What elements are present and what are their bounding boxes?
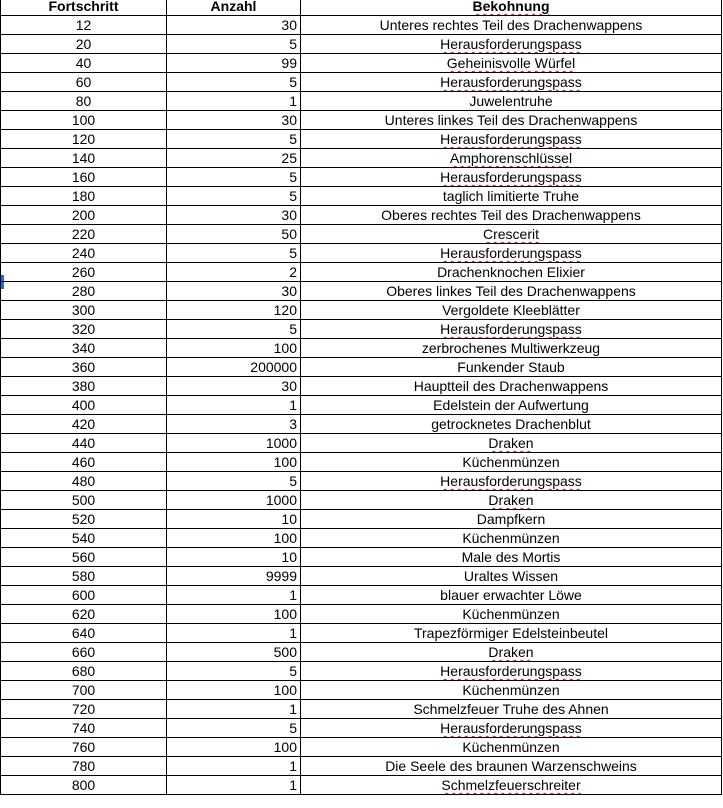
cell-amount[interactable]: 25 <box>167 149 301 168</box>
cell-amount[interactable]: 30 <box>167 111 301 130</box>
cell-amount[interactable]: 5 <box>167 320 301 339</box>
cell-reward[interactable] <box>301 111 722 130</box>
cell-amount[interactable]: 100 <box>167 605 301 624</box>
cell-reward[interactable] <box>301 434 722 453</box>
cell-progress[interactable]: 40 <box>1 54 167 73</box>
cell-progress[interactable]: 220 <box>1 225 167 244</box>
cell-amount[interactable]: 100 <box>167 339 301 358</box>
cell-amount[interactable]: 30 <box>167 377 301 396</box>
cell-reward[interactable] <box>301 757 722 776</box>
cell-progress[interactable]: 460 <box>1 453 167 472</box>
cell-amount[interactable]: 2 <box>167 263 301 282</box>
cell-progress[interactable]: 320 <box>1 320 167 339</box>
table-row <box>1 111 722 130</box>
cell-reward-text: Dampfkern <box>476 511 546 527</box>
cell-reward[interactable] <box>301 225 722 244</box>
cell-progress[interactable]: 20 <box>1 35 167 54</box>
cell-progress[interactable]: 800 <box>1 776 167 795</box>
cell-reward-text: Küchenmünzen <box>462 530 560 546</box>
table-row <box>1 130 722 149</box>
cell-reward[interactable] <box>301 548 722 567</box>
cell-amount[interactable]: 1 <box>167 700 301 719</box>
cell-reward-text: Uraltes Wissen <box>463 568 559 584</box>
cell-amount[interactable]: 10 <box>167 510 301 529</box>
cell-reward-text: Funkender Staub <box>457 359 565 375</box>
cell-reward[interactable] <box>301 320 722 339</box>
cell-progress[interactable]: 440 <box>1 434 167 453</box>
cell-amount[interactable]: 99 <box>167 54 301 73</box>
cell-progress[interactable]: 740 <box>1 719 167 738</box>
cell-amount[interactable]: 5 <box>167 472 301 491</box>
table-row <box>1 719 722 738</box>
cell-reward-text: Herausforderungspass <box>440 74 582 90</box>
cell-reward[interactable] <box>301 624 722 643</box>
table-row <box>1 301 722 320</box>
table-row <box>1 187 722 206</box>
cell-progress[interactable]: 700 <box>1 681 167 700</box>
cell-amount[interactable]: 100 <box>167 738 301 757</box>
cell-reward-text: Herausforderungspass <box>440 245 582 261</box>
table-row <box>1 358 722 377</box>
cell-amount[interactable]: 30 <box>167 206 301 225</box>
cell-amount[interactable]: 5 <box>167 719 301 738</box>
cell-amount[interactable]: 1 <box>167 396 301 415</box>
cell-reward[interactable] <box>301 510 722 529</box>
cell-reward[interactable] <box>301 415 722 434</box>
cell-amount[interactable]: 5 <box>167 168 301 187</box>
cell-reward[interactable] <box>301 358 722 377</box>
cell-reward[interactable] <box>301 719 722 738</box>
cell-reward-text: Herausforderungspass <box>440 36 582 52</box>
cell-reward-text: Herausforderungspass <box>440 131 582 147</box>
table-row <box>1 643 722 662</box>
cell-reward[interactable] <box>301 301 722 320</box>
cell-reward-text: Herausforderungspass <box>440 663 582 679</box>
table-row <box>1 320 722 339</box>
cell-reward-text: Draken <box>488 644 534 660</box>
cell-reward-text: taglich limitierte Truhe <box>442 188 580 204</box>
cell-reward-text: Küchenmünzen <box>462 454 560 470</box>
cell-progress[interactable]: 280 <box>1 282 167 301</box>
cell-reward[interactable] <box>301 263 722 282</box>
table-row <box>1 453 722 472</box>
cell-progress[interactable]: 600 <box>1 586 167 605</box>
cell-amount[interactable]: 1 <box>167 776 301 795</box>
table-row <box>1 472 722 491</box>
cell-progress[interactable]: 520 <box>1 510 167 529</box>
cell-progress[interactable]: 620 <box>1 605 167 624</box>
cell-amount[interactable]: 5 <box>167 662 301 681</box>
cell-progress[interactable]: 140 <box>1 149 167 168</box>
cell-progress[interactable]: 340 <box>1 339 167 358</box>
table-row <box>1 757 722 776</box>
cell-reward-text: Male des Mortis <box>461 549 561 565</box>
cell-amount[interactable]: 200000 <box>167 358 301 377</box>
cell-reward[interactable] <box>301 605 722 624</box>
table-row <box>1 35 722 54</box>
cell-reward-text: Küchenmünzen <box>462 682 560 698</box>
cell-reward-text: Schmelzfeuerschreiter <box>441 777 581 793</box>
cell-reward[interactable] <box>301 16 722 35</box>
cell-reward[interactable] <box>301 396 722 415</box>
cell-reward[interactable] <box>301 472 722 491</box>
table-row <box>1 206 722 225</box>
cell-amount[interactable]: 100 <box>167 529 301 548</box>
cell-amount[interactable]: 30 <box>167 16 301 35</box>
header-progress[interactable]: Fortschritt <box>1 0 167 16</box>
cell-progress[interactable]: 480 <box>1 472 167 491</box>
table-row <box>1 415 722 434</box>
cell-progress[interactable]: 12 <box>1 16 167 35</box>
cell-amount[interactable]: 30 <box>167 282 301 301</box>
cell-reward[interactable] <box>301 339 722 358</box>
table-row <box>1 339 722 358</box>
cell-reward-text: Oberes rechtes Teil des Drachenwappens <box>381 207 641 223</box>
cell-reward[interactable] <box>301 643 722 662</box>
cell-reward[interactable] <box>301 73 722 92</box>
cell-progress[interactable]: 360 <box>1 358 167 377</box>
cell-reward-text: Oberes linkes Teil des Drachenwappens <box>386 283 636 299</box>
cell-progress[interactable]: 660 <box>1 643 167 662</box>
cell-reward-text: getrocknetes Drachenblut <box>431 416 591 432</box>
cell-progress[interactable]: 60 <box>1 73 167 92</box>
cell-progress[interactable]: 420 <box>1 415 167 434</box>
table-row <box>1 396 722 415</box>
table-row <box>1 700 722 719</box>
cell-reward[interactable] <box>301 567 722 586</box>
cell-reward-text: Küchenmünzen <box>462 739 560 755</box>
cell-amount[interactable]: 120 <box>167 301 301 320</box>
cell-progress[interactable]: 720 <box>1 700 167 719</box>
cell-reward-text: Edelstein der Aufwertung <box>433 397 589 413</box>
cell-amount[interactable]: 100 <box>167 681 301 700</box>
cell-progress[interactable]: 580 <box>1 567 167 586</box>
cell-reward-text: Unteres rechtes Teil des Drachenwappens <box>379 17 643 33</box>
table-body <box>1 16 722 795</box>
cell-progress[interactable]: 400 <box>1 396 167 415</box>
cell-reward[interactable] <box>301 529 722 548</box>
table-row <box>1 168 722 187</box>
cell-reward-text: Trapezförmiger Edelsteinbeutel <box>413 625 609 641</box>
cell-amount[interactable]: 500 <box>167 643 301 662</box>
table-row <box>1 662 722 681</box>
cell-amount[interactable]: 1000 <box>167 491 301 510</box>
cell-reward-text: Herausforderungspass <box>440 321 582 337</box>
header-reward[interactable] <box>301 0 722 16</box>
cell-reward-text: Draken <box>488 492 534 508</box>
cell-progress[interactable]: 200 <box>1 206 167 225</box>
table-row <box>1 16 722 35</box>
cell-amount[interactable]: 50 <box>167 225 301 244</box>
cell-amount[interactable]: 3 <box>167 415 301 434</box>
table-row <box>1 54 722 73</box>
table-row <box>1 567 722 586</box>
cell-reward-text: blauer erwachter Löwe <box>440 587 582 603</box>
cell-reward[interactable] <box>301 738 722 757</box>
table-row <box>1 624 722 643</box>
cell-progress[interactable]: 80 <box>1 92 167 111</box>
cell-reward[interactable] <box>301 149 722 168</box>
cell-reward-text: zerbrochenes Multiwerkzeug <box>421 340 601 356</box>
cell-amount[interactable]: 5 <box>167 73 301 92</box>
header-reward-label: Bekohnung <box>472 0 550 14</box>
cell-reward[interactable] <box>301 244 722 263</box>
cell-progress[interactable]: 500 <box>1 491 167 510</box>
cell-reward-text: Küchenmünzen <box>462 606 560 622</box>
cell-reward-text: Amphorenschlüssel <box>449 150 573 166</box>
cell-reward[interactable] <box>301 453 722 472</box>
table-row <box>1 776 722 795</box>
cell-progress[interactable]: 680 <box>1 662 167 681</box>
table-row <box>1 92 722 111</box>
cell-progress[interactable]: 240 <box>1 244 167 263</box>
table-row <box>1 263 722 282</box>
cell-progress[interactable]: 780 <box>1 757 167 776</box>
cell-reward[interactable] <box>301 776 722 795</box>
cell-reward-text: Herausforderungspass <box>440 169 582 185</box>
table-row <box>1 282 722 301</box>
cell-amount[interactable]: 1 <box>167 92 301 111</box>
cell-reward[interactable] <box>301 130 722 149</box>
cell-progress[interactable]: 380 <box>1 377 167 396</box>
cell-reward-text: Vergoldete Kleeblätter <box>442 302 580 318</box>
table-row <box>1 244 722 263</box>
cell-reward-text: Draken <box>488 435 534 451</box>
cell-reward-text: Die Seele des braunen Warzenschweins <box>385 758 637 774</box>
cell-reward-text: Herausforderungspass <box>440 720 582 736</box>
cell-amount[interactable]: 5 <box>167 35 301 54</box>
cell-progress[interactable]: 100 <box>1 111 167 130</box>
cell-reward-text: Crescerit <box>482 226 539 242</box>
table-row <box>1 605 722 624</box>
cell-reward[interactable] <box>301 92 722 111</box>
table-row <box>1 529 722 548</box>
cell-reward[interactable] <box>301 187 722 206</box>
cell-reward-text: Hauptteil des Drachenwappens <box>413 378 609 394</box>
cell-reward-text: Unteres linkes Teil des Drachenwappens <box>384 112 638 128</box>
table-row <box>1 225 722 244</box>
cell-reward[interactable] <box>301 586 722 605</box>
table-row <box>1 434 722 453</box>
cell-reward[interactable] <box>301 491 722 510</box>
cell-amount[interactable]: 10 <box>167 548 301 567</box>
cell-reward[interactable] <box>301 662 722 681</box>
cell-reward-text: Drachenknochen Elixier <box>437 264 585 280</box>
cell-amount[interactable]: 9999 <box>167 567 301 586</box>
cell-progress[interactable]: 760 <box>1 738 167 757</box>
cell-reward[interactable] <box>301 282 722 301</box>
cell-reward[interactable] <box>301 54 722 73</box>
cell-reward[interactable] <box>301 377 722 396</box>
table-row <box>1 548 722 567</box>
cell-reward[interactable] <box>301 700 722 719</box>
table-row <box>1 738 722 757</box>
cell-reward-text: Geheinisvolle Würfel <box>446 55 576 71</box>
cell-amount[interactable]: 1000 <box>167 434 301 453</box>
cell-progress[interactable]: 560 <box>1 548 167 567</box>
cell-amount[interactable]: 5 <box>167 187 301 206</box>
cell-progress[interactable]: 160 <box>1 168 167 187</box>
cell-amount[interactable]: 5 <box>167 130 301 149</box>
header-amount[interactable]: Anzahl <box>167 0 301 16</box>
cell-reward[interactable] <box>301 35 722 54</box>
cell-progress[interactable]: 300 <box>1 301 167 320</box>
cell-progress[interactable]: 260 <box>1 263 167 282</box>
cell-amount[interactable]: 1 <box>167 586 301 605</box>
cell-amount[interactable]: 5 <box>167 244 301 263</box>
cell-reward[interactable] <box>301 206 722 225</box>
table-row <box>1 73 722 92</box>
cell-amount[interactable]: 100 <box>167 453 301 472</box>
cell-reward-text: Juwelentruhe <box>469 93 553 109</box>
cell-amount[interactable]: 1 <box>167 624 301 643</box>
cell-amount[interactable]: 1 <box>167 757 301 776</box>
cell-progress[interactable]: 640 <box>1 624 167 643</box>
header-row <box>1 0 722 16</box>
cell-progress[interactable]: 540 <box>1 529 167 548</box>
cell-reward-text: Herausforderungspass <box>440 473 582 489</box>
table-row <box>1 510 722 529</box>
table-row <box>1 377 722 396</box>
cell-progress[interactable]: 180 <box>1 187 167 206</box>
cell-reward[interactable] <box>301 681 722 700</box>
table-row <box>1 586 722 605</box>
cell-reward[interactable] <box>301 168 722 187</box>
table-row <box>1 149 722 168</box>
table-row <box>1 681 722 700</box>
cell-reward-text: Schmelzfeuer Truhe des Ahnen <box>413 701 609 717</box>
table-row <box>1 491 722 510</box>
cell-progress[interactable]: 120 <box>1 130 167 149</box>
